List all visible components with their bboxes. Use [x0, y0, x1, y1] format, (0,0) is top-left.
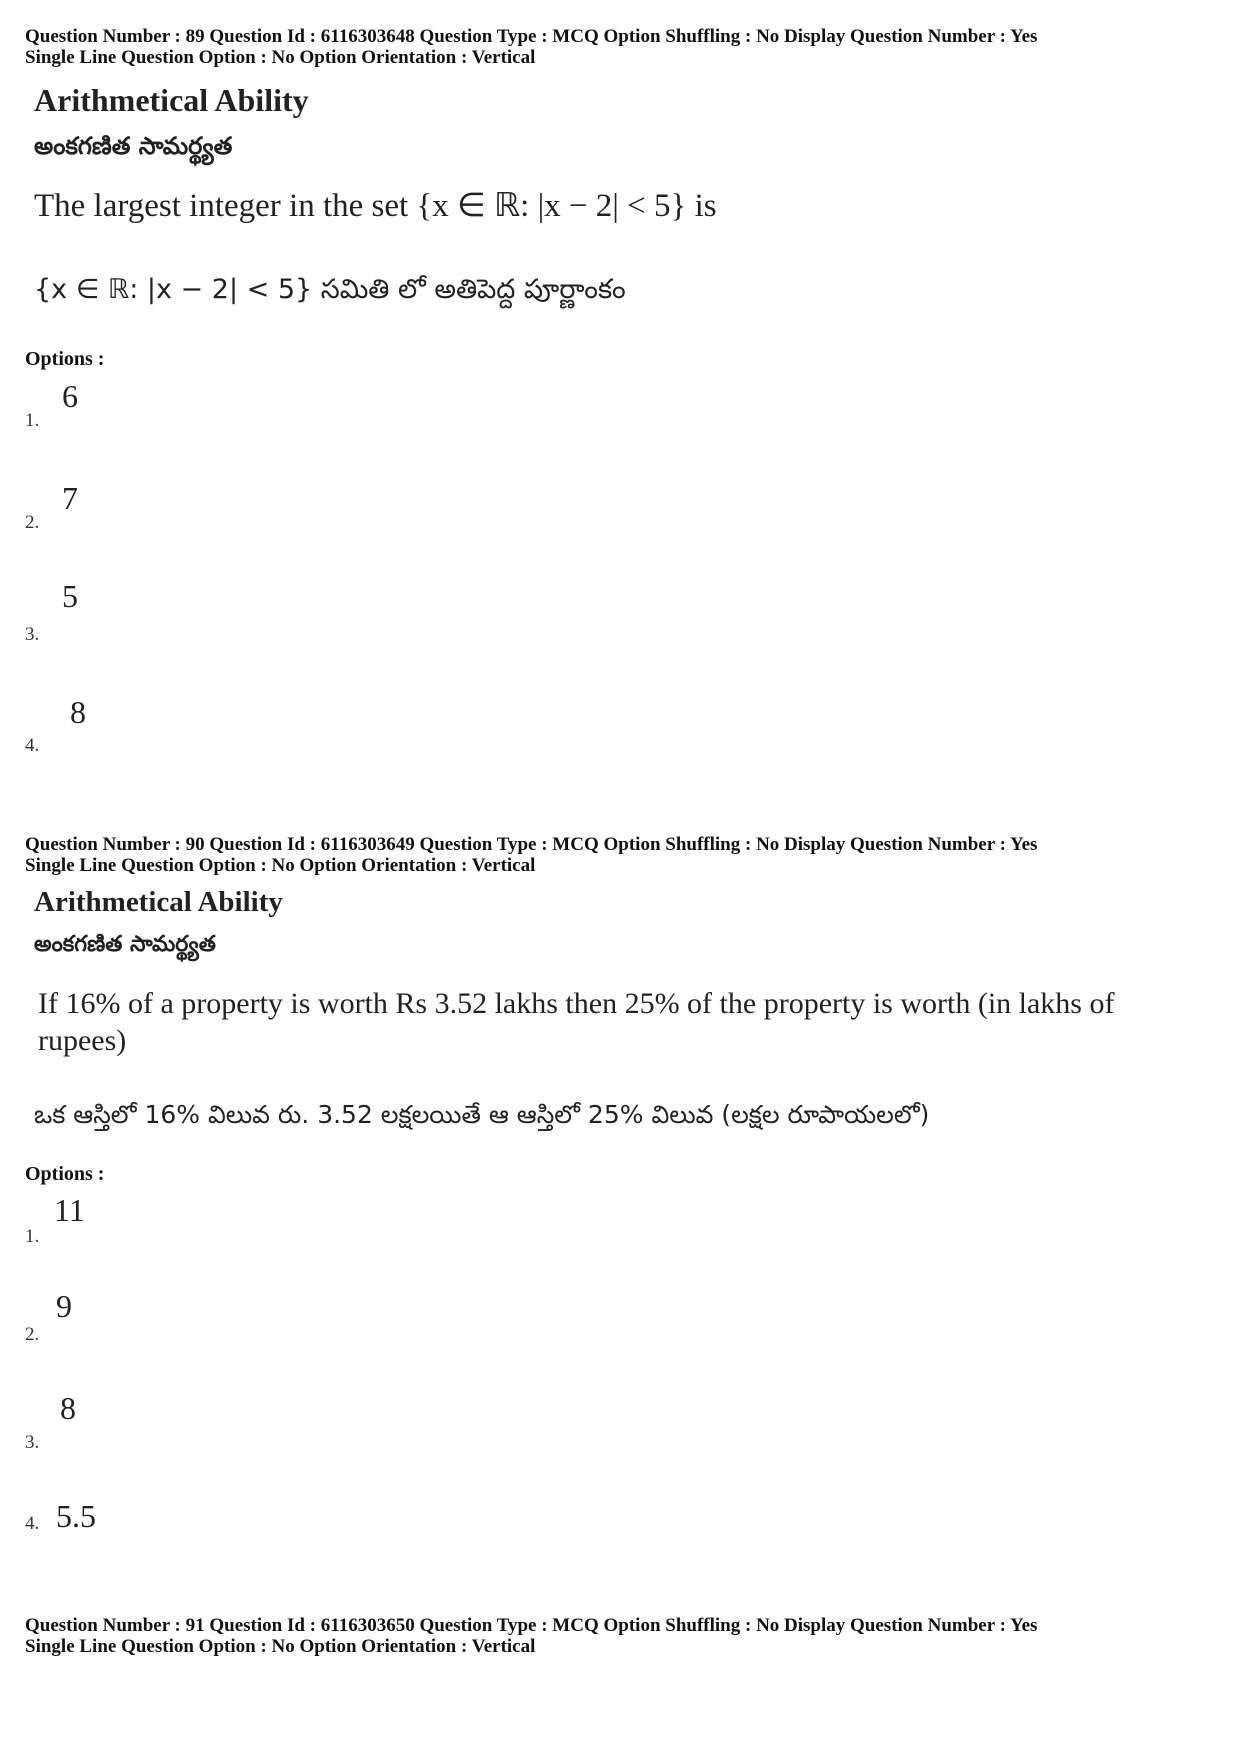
- question-89-text-telugu: {x ∈ ℝ: |x − 2| < 5} సమితి లో అతిపెద్ద పూర్ణాంకం: [34, 274, 626, 305]
- question-89-option-2-number: 2.: [25, 512, 40, 533]
- question-90-options-label: Options :: [25, 1163, 105, 1185]
- question-89-option-1-number: 1.: [25, 410, 40, 431]
- question-90-meta-line1: Question Number : 90 Question Id : 6116303649 Question Type : MCQ Option Shuffling : No Display Question Number : Yes: [25, 834, 1038, 855]
- question-89-option-1-value[interactable]: 6: [62, 378, 78, 414]
- question-90-option-1-value[interactable]: 11: [54, 1192, 85, 1228]
- question-89-option-2-value[interactable]: 7: [62, 480, 78, 516]
- question-90-option-4-number: 4.: [25, 1513, 40, 1534]
- question-89-meta-line2: Single Line Question Option : No Option Orientation : Vertical: [25, 47, 536, 68]
- question-89-text: The largest integer in the set {x ∈ ℝ: |x − 2| < 5} is: [34, 188, 717, 224]
- question-89-option-3-number: 3.: [25, 624, 40, 645]
- question-89-option-4-number: 4.: [25, 735, 40, 756]
- question-90-option-4-value[interactable]: 5.5: [56, 1498, 96, 1534]
- question-90-option-2-number: 2.: [25, 1324, 40, 1345]
- question-89-subject-telugu: అంకగణిత సామర్థ్యత: [34, 132, 233, 160]
- question-90-text-telugu: ఒక ఆస్తిలో 16% విలువ రు. 3.52 లక్షలయితే ఆ ఆస్తిలో 25% విలువ (లక్షల రూపాయలలో): [34, 1100, 930, 1129]
- question-89-option-4-value[interactable]: 8: [70, 694, 86, 730]
- question-90-subject-telugu: అంకగణిత సామర్థ్యత: [34, 932, 216, 957]
- question-89-option-3-value[interactable]: 5: [62, 578, 78, 614]
- question-91-meta-line1: Question Number : 91 Question Id : 6116303650 Question Type : MCQ Option Shuffling : No Display Question Number : Yes: [25, 1615, 1038, 1636]
- question-90-option-3-value[interactable]: 8: [60, 1390, 76, 1426]
- question-90-option-3-number: 3.: [25, 1432, 40, 1453]
- question-90-option-2-value[interactable]: 9: [56, 1288, 72, 1324]
- question-90-option-1-number: 1.: [25, 1226, 40, 1247]
- question-89-subject: Arithmetical Ability: [34, 82, 309, 118]
- question-89-options-label: Options :: [25, 348, 105, 370]
- question-90-meta-line2: Single Line Question Option : No Option Orientation : Vertical: [25, 855, 536, 876]
- question-89-meta-line1: Question Number : 89 Question Id : 6116303648 Question Type : MCQ Option Shuffling : No Display Question Number : Yes: [25, 26, 1038, 47]
- question-91-meta-line2: Single Line Question Option : No Option Orientation : Vertical: [25, 1636, 536, 1657]
- question-90-subject: Arithmetical Ability: [34, 886, 283, 918]
- question-90-text: If 16% of a property is worth Rs 3.52 lakhs then 25% of the property is worth (in lakhs of rupees): [38, 987, 1115, 1057]
